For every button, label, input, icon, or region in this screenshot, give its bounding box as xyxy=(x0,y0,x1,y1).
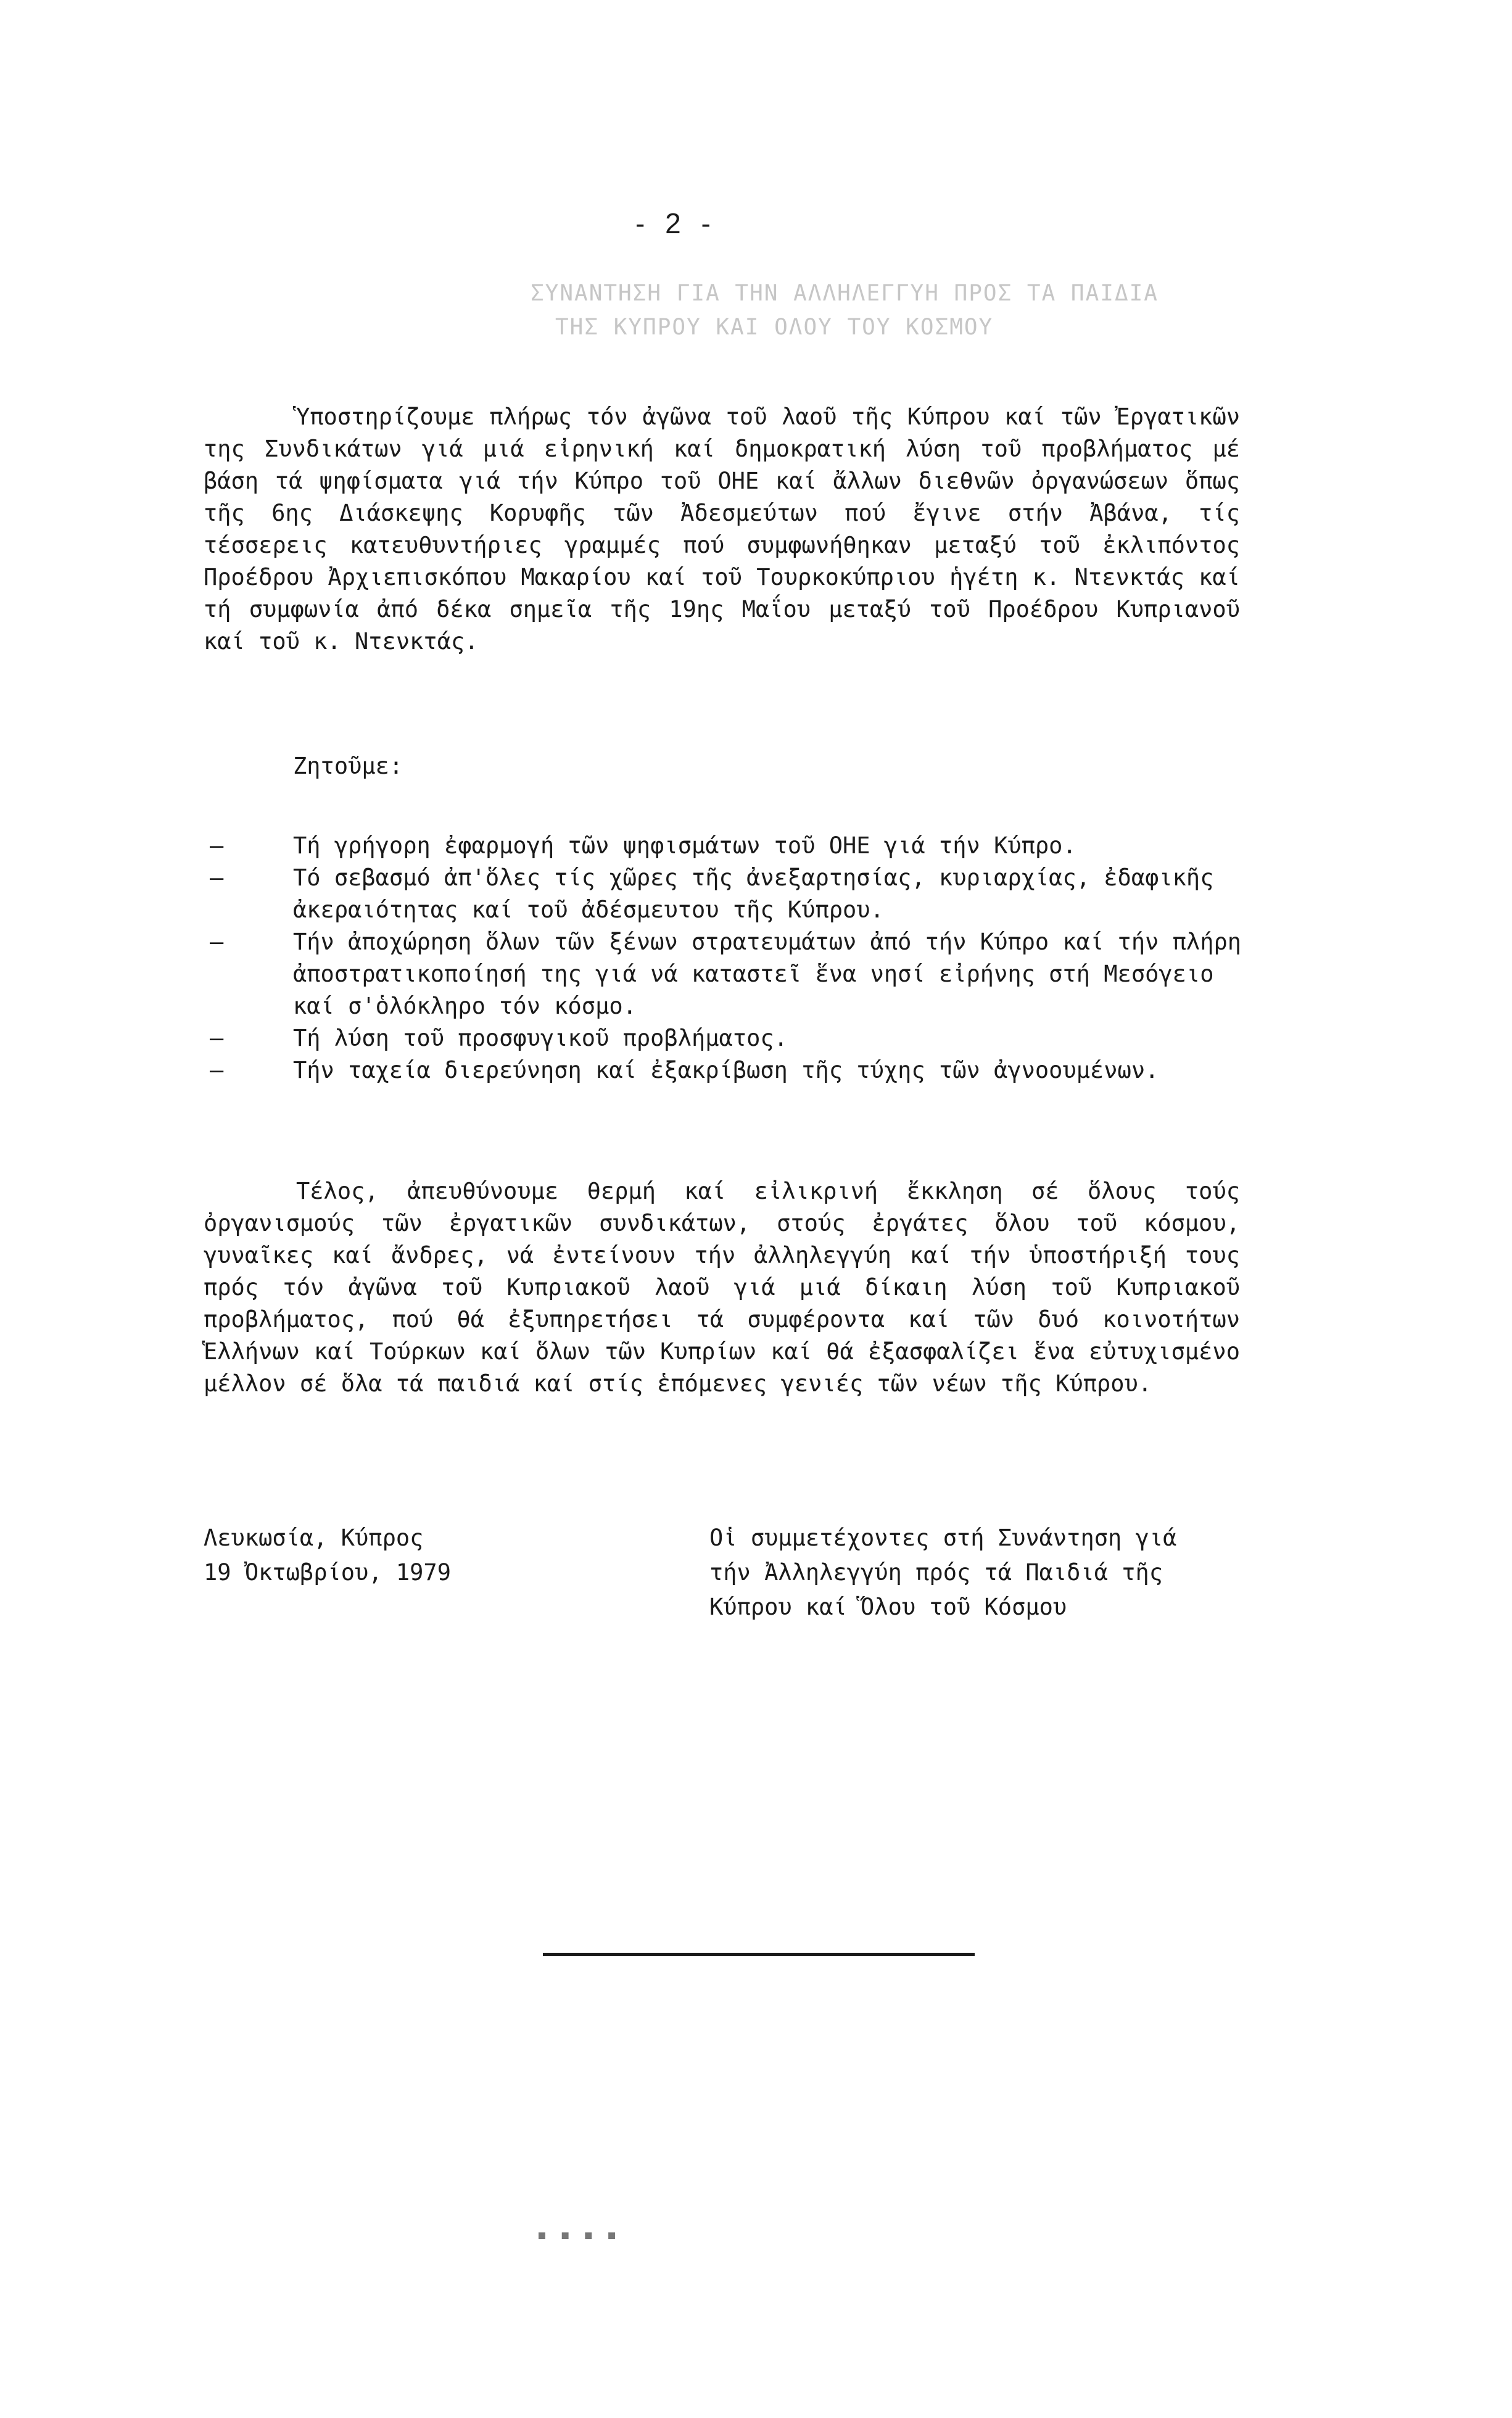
list-item: – Τήν ταχεία διερεύνηση καί ἐξακρίβωση τῆς τύχης τῶν ἀγνοουμένων. xyxy=(210,1057,1159,1083)
signatories-line-2: τήν Ἀλληλεγγύη πρός τά Παιδιά τῆς xyxy=(709,1559,1163,1586)
intro-paragraph xyxy=(204,401,1240,658)
signatories-line-3: Κύπρου καί Ὅλου τοῦ Κόσμου xyxy=(709,1594,1067,1620)
demands-heading: Ζητοῦμε: xyxy=(293,753,403,779)
signatories xyxy=(709,1521,1240,1625)
demands-list xyxy=(210,830,1246,1087)
final-paragraph xyxy=(204,1175,1240,1400)
faint-header-line-2: ΤΗΣ ΚΥΠΡΟΥ ΚΑΙ ΟΛΟΥ ΤΟΥ ΚΟΣΜΟΥ xyxy=(555,315,994,340)
page-number: - 2 - xyxy=(635,207,717,239)
list-item: – Τή γρήγορη ἐφαρμογή τῶν ψηφισμάτων τοῦ ΟΗΕ γιά τήν Κύπρο. xyxy=(210,832,1076,859)
divider xyxy=(543,1953,975,1956)
final-paragraph-text: Τέλος, ἀπευθύνουμε θερμή καί εἰλικρινή ἔκκληση σέ ὅλους τούς ὀργανισμούς τῶν ἐργατικῶν συνδικάτων, στούς ἐργάτες ὅλου τοῦ κόσμου, γυναῖκες καί ἄνδρες, νά ἐντείνουν τήν ἀλληλεγγύη καί τήν ὑποστήριξή τους πρός τόν ἀγῶνα τοῦ Κυπριακοῦ λαοῦ γιά μιά δίκαιη λύση τοῦ Κυπριακοῦ προβλήματος, πού θά ἐξυπηρετήσει τά συμφέροντα καί τῶν δυό κοινοτήτων Ἑλλήνων καί Τούρκων καί ὅλων τῶν Κυπρίων καί θά ἐξασφαλίζει ἕνα εὐτυχισμένο μέλλον σέ ὅλα τά παιδιά καί στίς ἑπόμενες γενιές τῶν νέων τῆς Κύπρου. xyxy=(204,1178,1240,1397)
bottom-mark: ▪ ▪ ▪ ▪ xyxy=(537,2224,619,2245)
list-item: – Τήν ἀποχώρηση ὅλων τῶν ξένων στρατευμάτων ἀπό τήν Κύπρο καί τήν πλήρη ἀποστρατικοποίησή της γιά νά καταστεῖ ἕνα νησί εἰρήνης στή Μεσόγειο καί σ'ὁλόκληρο τόν κόσμο. xyxy=(210,929,1242,1019)
date: 19 Ὀκτωβρίου, 1979 xyxy=(204,1559,451,1586)
list-item: – Τό σεβασμό ἀπ'ὅλες τίς χῶρες τῆς ἀνεξαρτησίας, κυριαρχίας, ἐδαφικῆς ἀκεραιότητας καί τοῦ ἀδέσμευτου τῆς Κύπρου. xyxy=(210,864,1214,923)
signatories-line-1: Οἱ συμμετέχοντες στή Συνάντηση γιά xyxy=(709,1525,1177,1551)
intro-paragraph-text: Ὑποστηρίζουμε πλήρως τόν ἀγῶνα τοῦ λαοῦ τῆς Κύπρου καί τῶν Ἐργατικῶν της Συνδικάτων γιά μιά εἰρηνική καί δημοκρατική λύση τοῦ προβλήματος μέ βάση τά ψηφίσματα γιά τήν Κύπρο τοῦ ΟΗΕ καί ἄλλων διεθνῶν ὀργανώσεων ὅπως τῆς 6ης Διάσκεψης Κορυφῆς τῶν Ἀδεσμεύτων πού ἔγινε στήν Ἀβάνα, τίς τέσσερεις κατευθυντήριες γραμμές πού συμφωνήθηκαν μεταξύ τοῦ ἐκλιπόντος Προέδρου Ἀρχιεπισκόπου Μακαρίου καί τοῦ Τουρκοκύπριου ἡγέτη κ. Ντενκτάς καί τή συμφωνία ἀπό δέκα σημεῖα τῆς 19ης Μαΐου μεταξύ τοῦ Προέδρου Κυπριανοῦ καί τοῦ κ. Ντενκτάς. xyxy=(204,404,1240,655)
place: Λευκωσία, Κύπρος xyxy=(204,1525,424,1551)
list-item: – Τή λύση τοῦ προσφυγικοῦ προβλήματος. xyxy=(210,1025,788,1051)
place-and-date xyxy=(204,1521,451,1590)
faint-header-line-1: ΣΥΝΑΝΤΗΣΗ ΓΙΑ ΤΗΝ ΑΛΛΗΛΕΓΓΥΗ ΠΡΟΣ ΤΑ ΠΑΙΔΙΑ xyxy=(531,281,1159,306)
